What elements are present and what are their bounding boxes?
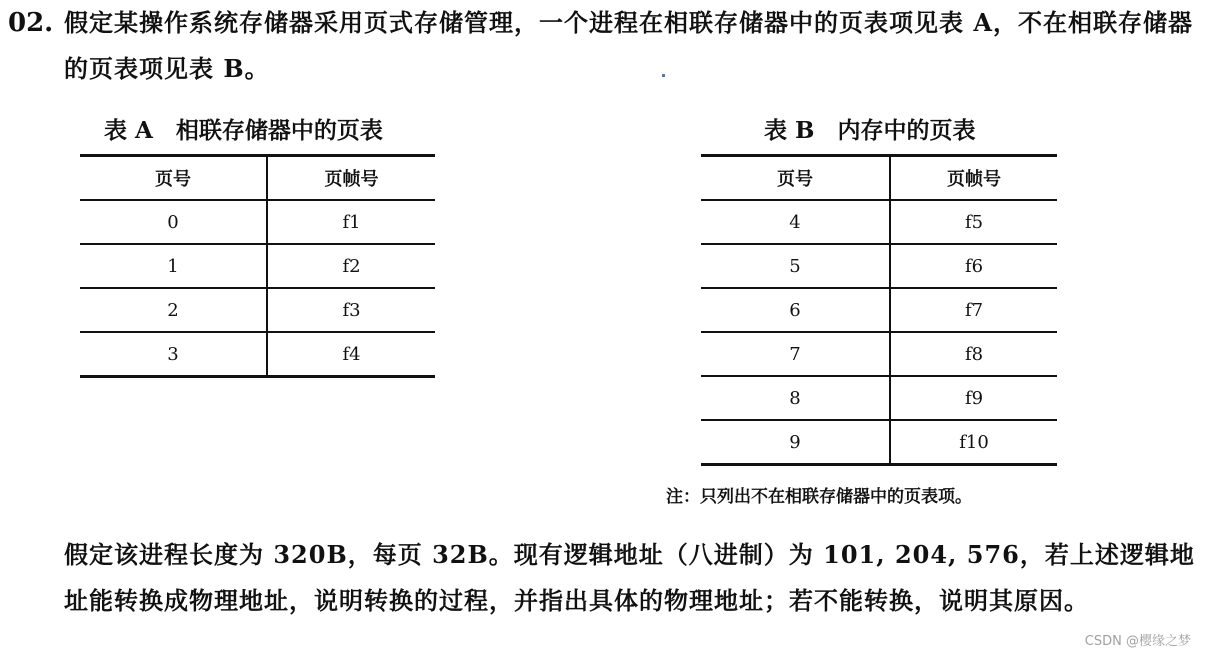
page-cell: 0	[80, 200, 267, 244]
table-a-header-frame: 页帧号	[267, 156, 435, 201]
table-row	[80, 244, 435, 288]
page-cell: 6	[701, 288, 890, 332]
table-b-header-page: 页号	[701, 156, 890, 201]
table-row	[701, 420, 1057, 465]
frame-cell: f1	[342, 211, 361, 233]
watermark: CSDN @樱缘之梦	[1084, 634, 1191, 649]
frame-cell: f10	[890, 420, 1057, 465]
table-row	[701, 332, 1057, 376]
table-row	[80, 332, 435, 377]
table-row	[701, 200, 1057, 244]
frame-cell: f9	[890, 376, 1057, 420]
page-cell: 2	[80, 288, 267, 332]
frame-cell: f6	[890, 244, 1057, 288]
stray-dot	[662, 74, 665, 77]
table-b	[701, 154, 1057, 466]
table-b-note: 注：只列出不在相联存储器中的页表项。	[666, 487, 972, 507]
table-row	[80, 200, 435, 244]
table-a	[80, 154, 435, 378]
table-row	[701, 244, 1057, 288]
table-row	[80, 288, 435, 332]
page-cell: 4	[701, 200, 890, 244]
page-cell: 3	[80, 332, 267, 377]
page-cell: 5	[701, 244, 890, 288]
table-a-header-page: 页号	[80, 156, 267, 201]
frame-cell: f5	[964, 211, 984, 233]
table-row	[701, 288, 1057, 332]
page-cell: 7	[701, 332, 890, 376]
frame-cell: f4	[267, 332, 435, 377]
page-cell: 8	[701, 376, 890, 420]
question-body: 假定该进程长度为 320B，每页 32B。现有逻辑地址（八进制）为 101, 204, 576，若上述逻辑地址能转换成物理地址，说明转换的过程，并指出具体的物理地址；若不能转换，说明其原因。	[64, 540, 1195, 615]
table-a-caption: 表 A 相联存储器中的页表	[104, 117, 383, 144]
page-cell: 9	[701, 420, 890, 465]
table-b-caption: 表 B 内存中的页表	[764, 117, 976, 144]
table-b-header-frame: 页帧号	[890, 156, 1057, 201]
page-cell: 1	[80, 244, 267, 288]
frame-cell: f7	[890, 288, 1057, 332]
frame-cell: f3	[267, 288, 435, 332]
frame-cell: f2	[267, 244, 435, 288]
question-intro: 假定某操作系统存储器采用页式存储管理，一个进程在相联存储器中的页表项见表 A，不在相联存储器的页表项见表 B。	[64, 8, 1193, 83]
frame-cell: f8	[890, 332, 1057, 376]
table-row	[701, 376, 1057, 420]
question-number: 02.	[8, 8, 54, 38]
